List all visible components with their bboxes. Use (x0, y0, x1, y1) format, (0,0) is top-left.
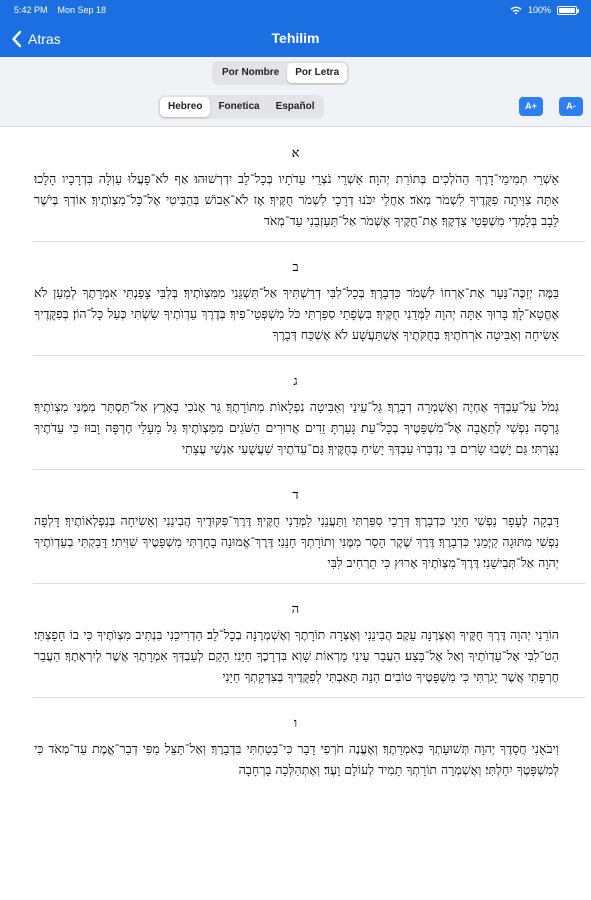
section-letter: א (291, 146, 300, 161)
font-decrease-button[interactable]: A- (559, 97, 583, 116)
section-verse-text: וִיבֹאֻנִי חֲסָדֶךָ יְהוָה תְּשׁוּעָתְךָ כְּאִמְרָתֶךָ׃ וְאֶעֱנֶה חֹרְפִי דָבָר כִּי־בָטַחְתִּי בִּדְבָרֶךָ׃ וְאַל־תַּצֵּל מִפִּי דְבַר־אֱמֶת עַד־מְאֹד כִּי לְמִשְׁפָּטֶךָ יִחָלְתִּי׃ וְאֶשְׁמְרָה תוֹרָתְךָ תָמִיד לְעוֹלָם וָעֶד׃ וְאֶתְהַלְּכָה בָרְחָבָה (34, 741, 559, 777)
section-verse-text: אַשְׁרֵי תְמִימֵי־דָרֶךְ הַהֹלְכִים בְּתוֹרַת יְהוָה׃ אַשְׁרֵי נֹצְרֵי עֵדֹתָיו בְּכָל־לֵב יִדְרְשׁוּהוּ׃ אַף לֹא־פָעֲלוּ עַוְלָה בִּדְרָכָיו הָלָכוּ׃ אַתָּה צִוִּיתָה פִקֻּדֶיךָ לִשְׁמֹר מְאֹד׃ אַחֲלַי יִכֹּנוּ דְרָכָי לִשְׁמֹר חֻקֶּיךָ׃ אָז לֹא־אֵבוֹשׁ בְּהַבִּיטִי אֶל־כָּל־מִצְוֺתֶיךָ׃ אוֹדְךָ בְּיֹשֶׁר לֵבָב בְּלָמְדִי מִשְׁפְּטֵי צִדְקֶךָ׃ אֶת־חֻקֶּיךָ אֶשְׁמֹר אַל־תַּעַזְבֵנִי עַד־מְאֹד (34, 171, 559, 228)
nav-bar (0, 20, 591, 57)
battery-icon (557, 6, 577, 15)
mode-segment[interactable]: Por Letra (287, 63, 347, 83)
status-date: Mon Sep 18 (57, 5, 107, 15)
psalm-content[interactable] (0, 128, 591, 900)
section-verse-text: דָּבְקָה לֶעָפָר נַפְשִׁי חַיֵּנִי כִּדְבָרֶךָ׃ דְּרָכַי סִפַּרְתִּי וַתַּעֲנֵנִי לַמְּדֵנִי חֻקֶּיךָ׃ דֶּרֶךְ־פִּקּוּדֶיךָ הֲבִינֵנִי וְאָשִׂיחָה בְּנִפְלְאוֹתֶיךָ׃ דָּלְפָה נַפְשִׁי מִתּוּגָה קַיְּמֵנִי כִּדְבָרֶךָ׃ דֶּרֶךְ שֶׁקֶר הָסֵר מִמֶּנִּי וְתוֹרָתְךָ חָנֵּנִי׃ דֶּרֶךְ־אֱמוּנָה בָחָרְתִּי מִשְׁפָּטֶיךָ שִׁוִּיתִי׃ דָּבַקְתִּי בְעֵדְוֺתֶיךָ יְהוָה אַל־תְּבִישֵׁנִי׃ דֶּרֶךְ־מִצְוֺתֶיךָ אָרוּץ כִּי תַרְחִיב לִבִּי (34, 513, 559, 570)
psalm-section (0, 242, 591, 356)
language-segment[interactable]: Fonetica (218, 101, 260, 112)
language-segment[interactable]: Español (275, 101, 315, 112)
psalm-section (0, 356, 591, 470)
section-verse-text: בַּמֶּה יְזַכֶּה־נַּעַר אֶת־אָרְחוֹ לִשְׁמֹר כִּדְבָרֶךָ׃ בְּכָל־לִבִּי דְרַשְׁתִּיךָ אַל־תַּשְׁגֵּנִי מִמִּצְוֺתֶיךָ׃ בְּלִבִּי צָפַנְתִּי אִמְרָתֶךָ לְמַעַן לֹא אֶחֱטָא־לָךְ׃ בָּרוּךְ אַתָּה יְהוָה לַמְּדֵנִי חֻקֶּיךָ׃ בִּשְׂפָתַי סִפַּרְתִּי כֹּל מִשְׁפְּטֵי־פִיךָ׃ בְּדֶרֶךְ עֵדְוֺתֶיךָ שַׂשְׂתִּי כְּעַל כָּל־הוֹן׃ בְּפִקֻּדֶיךָ אָשִׂיחָה וְאַבִּיטָה אֹרְחֹתֶיךָ׃ בְּחֻקֹּתֶיךָ אֶשְׁתַּעֲשָׁע לֹא אֶשְׁכַּח דְּבָרֶךָ (34, 285, 559, 342)
chevron-left-icon (10, 30, 24, 48)
app-header (0, 0, 591, 57)
psalm-section (0, 698, 591, 780)
section-verse-text: הוֹרֵנִי יְהוָה דֶּרֶךְ חֻקֶּיךָ וְאֶצְּרֶנָּה עֵקֶב׃ הֲבִינֵנִי וְאֶצְּרָה תוֹרָתֶךָ וְאֶשְׁמְרֶנָּה בְכָל־לֵב׃ הַדְרִיכֵנִי בִּנְתִיב מִצְוֺתֶיךָ כִּי בוֹ חָפָצְתִּי׃ הַט־לִבִּי אֶל־עֵדְוֺתֶיךָ וְאַל אֶל־בָּצַע׃ הַעֲבֵר עֵינַי מֵרְאוֹת שָׁוְא בִּדְרָכֶךָ חַיֵּנִי׃ הָקֵם לְעַבְדְּךָ אִמְרָתֶךָ אֲשֶׁר לְיִרְאָתֶךָ׃ הַעֲבֵר חֶרְפָּתִי אֲשֶׁר יָגֹרְתִּי כִּי מִשְׁפָּטֶיךָ טוֹבִים׃ הִנֵּה תָּאַבְתִּי לְפִקֻּדֶיךָ בְּצִדְקָתְךָ חַיֵּנִי (34, 627, 559, 684)
psalm-section (0, 584, 591, 698)
mode-segment[interactable]: Por Nombre (222, 67, 280, 78)
language-segmented-control (158, 95, 324, 119)
controls-panel (0, 57, 591, 127)
section-letter: ב (292, 260, 299, 275)
section-letter: ד (292, 488, 299, 503)
section-letter: ג (293, 374, 298, 389)
back-button[interactable] (10, 20, 61, 57)
mode-segmented-control (212, 61, 349, 85)
font-increase-button[interactable]: A+ (519, 97, 543, 116)
status-time: 5:42 PM (14, 5, 48, 15)
psalm-section (0, 470, 591, 584)
battery-percent: 100% (527, 5, 551, 15)
status-bar (0, 0, 591, 20)
page-title: Tehilim (271, 30, 320, 46)
back-label: Atras (28, 30, 61, 47)
language-segment[interactable]: Hebreo (160, 97, 210, 117)
section-letter: ה (291, 602, 300, 617)
psalm-section (0, 128, 591, 242)
section-verse-text: גְּמֹל עַל־עַבְדְּךָ אֶחְיֶה וְאֶשְׁמְרָה דְבָרֶךָ׃ גַּל־עֵינַי וְאַבִּיטָה נִפְלָאוֹת מִתּוֹרָתֶךָ׃ גֵּר אָנֹכִי בָאָרֶץ אַל־תַּסְתֵּר מִמֶּנִּי מִצְוֺתֶיךָ׃ גָּרְסָה נַפְשִׁי לְתַאֲבָה אֶל־מִשְׁפָּטֶיךָ בְכָל־עֵת׃ גָּעַרְתָּ זֵדִים אֲרוּרִים הַשֹּׁגִים מִמִּצְוֺתֶיךָ׃ גַּל מֵעָלַי חֶרְפָּה וָבוּז כִּי עֵדֹתֶיךָ נָצָרְתִּי׃ גַּם יָשְׁבוּ שָׂרִים בִּי נִדְבָּרוּ עַבְדְּךָ יָשִׂיחַ בְּחֻקֶּיךָ׃ גַּם־עֵדֹתֶיךָ שַׁעֲשֻׁעַי אַנְשֵׁי עֲצָתִי (34, 399, 559, 456)
wifi-icon (510, 6, 522, 15)
section-letter: ו (293, 716, 298, 731)
